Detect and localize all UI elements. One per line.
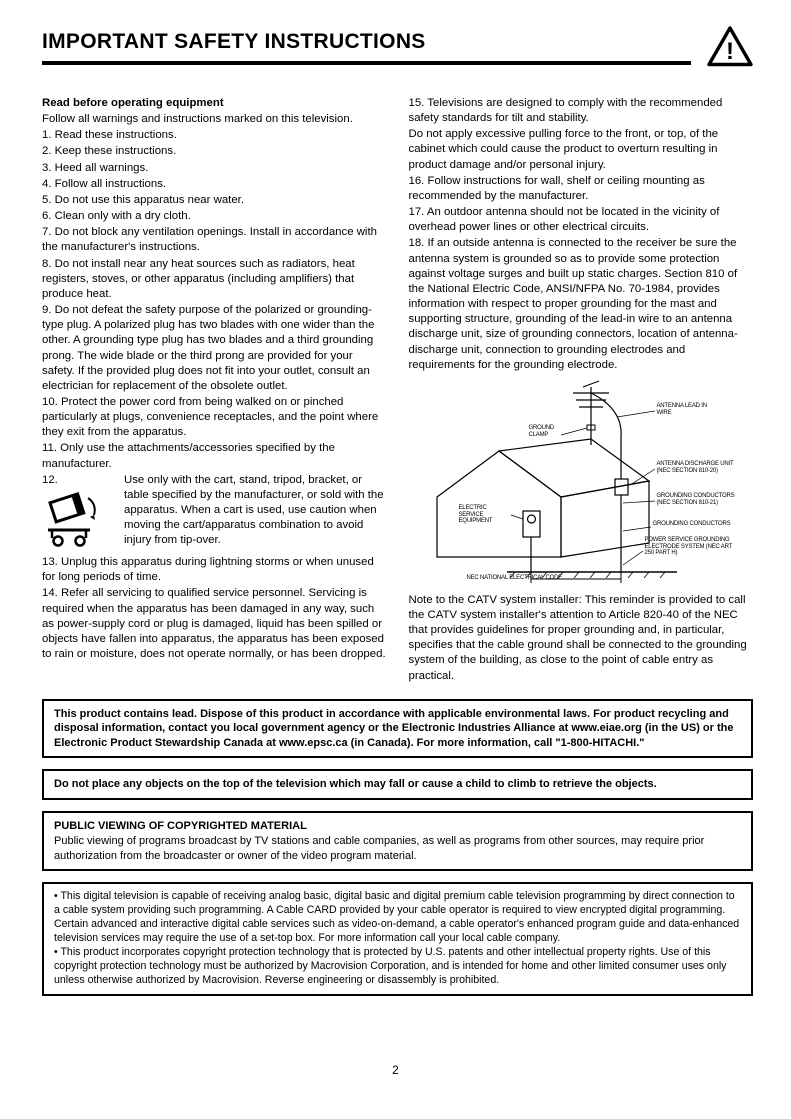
safety-item-4: 4. Follow all instructions. — [42, 177, 167, 190]
diagram-label-power-service-ground: POWER SERVICE GROUNDING ELECTRODE SYSTEM (NEC ART 250 PART H) — [644, 536, 732, 557]
diagram-label-grounding-conductors-2: GROUNDING CONDUCTORS — [652, 520, 731, 527]
digital-cable-bullet-1: • This digital television is capable of receiving analog basic, digital basic and digital premium cable television programming by direct connection to a cable system providing such programming. A Cable CARD provided by your cable operator is required to view encrypted digital programming. Certain advanced and interactive digital cable services such as video-on-demand, a cable operator's enhanced program guide and data-enhanced television services may require the use of a set-top box. For more information call your local cable company. — [54, 890, 740, 945]
item12-number: 12. — [42, 473, 58, 486]
right-column — [409, 96, 754, 685]
diagram-label-ground-clamp: GROUND CLAMP — [528, 424, 554, 438]
lead-disposal-notice: This product contains lead. Dispose of this product in accordance with applicable environmental laws. For product recycling and disposal information, contact you local government agency or the Electronic Industries Alliance at www.eiae.org (in the US) or the Electronic Product Stewardship Canada at www.epsc.ca (in Canada). For more information, call "1-800-HITACHI." — [42, 699, 753, 759]
safety-item-7: 7. Do not block any ventilation openings. Install in accordance with the manufacturer's instructions. — [42, 226, 377, 254]
safety-item-13: 13. Unplug this apparatus during lightning storms or when unused for long periods of time. — [42, 556, 374, 584]
safety-item-8: 8. Do not install near any heat sources such as radiators, heat registers, stoves, or other apparatus (including amplifiers) that produce heat. — [42, 257, 355, 300]
safety-item-16: 16. Follow instructions for wall, shelf or ceiling mounting as recommended by the manufacturer. — [408, 174, 705, 202]
safety-item-2: 2. Keep these instructions. — [42, 145, 177, 158]
item12-text: Use only with the cart, stand, tripod, bracket, or table specified by the manufacturer, or sold with the apparatus. When a cart is used, use caution when moving the cart/apparatus combination to avoid injury from tip-over. — [124, 473, 384, 547]
diagram-label-antenna-lead-in: ANTENNA LEAD IN WIRE — [656, 402, 707, 416]
cart-tip-over-icon — [42, 539, 104, 551]
digital-cable-bullet-2: • This product incorporates copyright protection technology that is protected by U.S. patents and other intellectual property rights. Use of this copyright protection technology must be authorized by Macrovision Corporation, and is intended for home and other limited consumer uses only unless otherwise authorized by Macrovision. Reverse engineering or disassembly is prohibited. — [54, 946, 727, 987]
safety-item-1: 1. Read these instructions. — [42, 129, 177, 142]
safety-item-10: 10. Protect the power cord from being walked on or pinched particularly at plugs, convenience receptacles, and the point where they exit from the apparatus. — [42, 395, 379, 439]
intro-text: Follow all warnings and instructions marked on this television. — [42, 113, 353, 126]
warning-exclamation-glyph: ! — [726, 38, 734, 65]
public-viewing-notice — [42, 811, 753, 872]
section-heading: Read before operating equipment — [42, 97, 224, 109]
page-number: 2 — [392, 1063, 399, 1077]
page-header — [42, 30, 753, 72]
safety-item-17: 17. An outdoor antenna should not be located in the vicinity of overhead power lines or other electrical circuits. — [408, 206, 720, 234]
safety-item-9: 9. Do not defeat the safety purpose of the polarized or grounding-type plug. A polarized plug has two blades with one wider than the other. A grounding type plug has two blades and a third grounding prong. The wide blade or the third prong are provided for your safety. If the provided plug does not fit into your outlet, consult an electrician for replacement of the obsolete outlet. — [42, 304, 375, 392]
page-title: IMPORTANT SAFETY INSTRUCTIONS — [42, 30, 426, 53]
safety-item-6: 6. Clean only with a dry cloth. — [42, 210, 191, 223]
notice-boxes — [42, 699, 753, 996]
body-columns — [42, 96, 753, 685]
public-viewing-body: Public viewing of programs broadcast by TV stations and cable companies, as well as programs from other sources, may require prior authorization from the broadcaster or owner of the video program material. — [54, 835, 705, 862]
left-column — [42, 96, 387, 685]
item12-figure — [42, 473, 118, 553]
catv-installer-note: Note to the CATV system installer: This reminder is provided to call the CATV system installer's attention to Article 820-40 of the NEC that provides guidelines for proper grounding and, in particular, specifies that the cable ground shall be connected to the grounding system of the building, as close to the point of cable entry as practical. — [408, 593, 747, 682]
safety-item-5: 5. Do not use this apparatus near water. — [42, 193, 244, 206]
safety-item-12 — [42, 473, 387, 549]
safety-item-15: 15. Televisions are designed to comply with the recommended safety standards for tilt and stability. — [408, 97, 723, 125]
warning-triangle-icon — [707, 26, 753, 72]
title-underline — [42, 30, 691, 65]
diagram-label-discharge-unit: ANTENNA DISCHARGE UNIT (NEC SECTION 810-20) — [656, 460, 734, 474]
digital-cable-notice — [42, 882, 753, 996]
safety-item-3: 3. Heed all warnings. — [42, 161, 149, 174]
safety-item-15b: Do not apply excessive pulling force to the front, or top, of the cabinet which could cause the product to overturn resulting in product damage and/or personal injury. — [408, 128, 719, 171]
antenna-grounding-diagram — [411, 379, 751, 587]
diagram-label-grounding-conductors: GROUNDING CONDUCTORS (NEC SECTION 810-21) — [656, 492, 735, 506]
safety-item-18: 18. If an outside antenna is connected to the receiver be sure the antenna system is grounded so as to provide some protection against voltage surges and built up static charges. Section 810 of the National Electric Code, ANSI/NFPA No. 70-1984, provides information with respect to proper grounding for the mast and supporting structure, grounding of the lead-in wire to an antenna discharge unit, size of grounding connectors, location of antenna-discharge unit, connection to grounding electrodes and requirements for the grounding electrode. — [408, 237, 738, 371]
safety-item-11: 11. Only use the attachments/accessories specified by the manufacturer. — [42, 442, 335, 470]
diagram-label-electric-service: ELECTRIC SERVICE EQUIPMENT — [458, 504, 493, 525]
safety-item-14: 14. Refer all servicing to qualified service personnel. Servicing is required when the apparatus has been damaged in any way, such as power-supply cord or plug is damaged, liquid has been spilled or objects have fallen into apparatus, the apparatus has been exposed to rain or moisture, does not operate normally, or has been dropped. — [42, 587, 386, 660]
diagram-label-nec-code: NEC NATIONAL ELECTRICAL CODE — [466, 574, 563, 581]
public-viewing-title: PUBLIC VIEWING OF COPYRIGHTED MATERIAL — [54, 819, 307, 832]
no-objects-notice: Do not place any objects on the top of the television which may fall or cause a child to climb to retrieve the objects. — [42, 769, 753, 800]
